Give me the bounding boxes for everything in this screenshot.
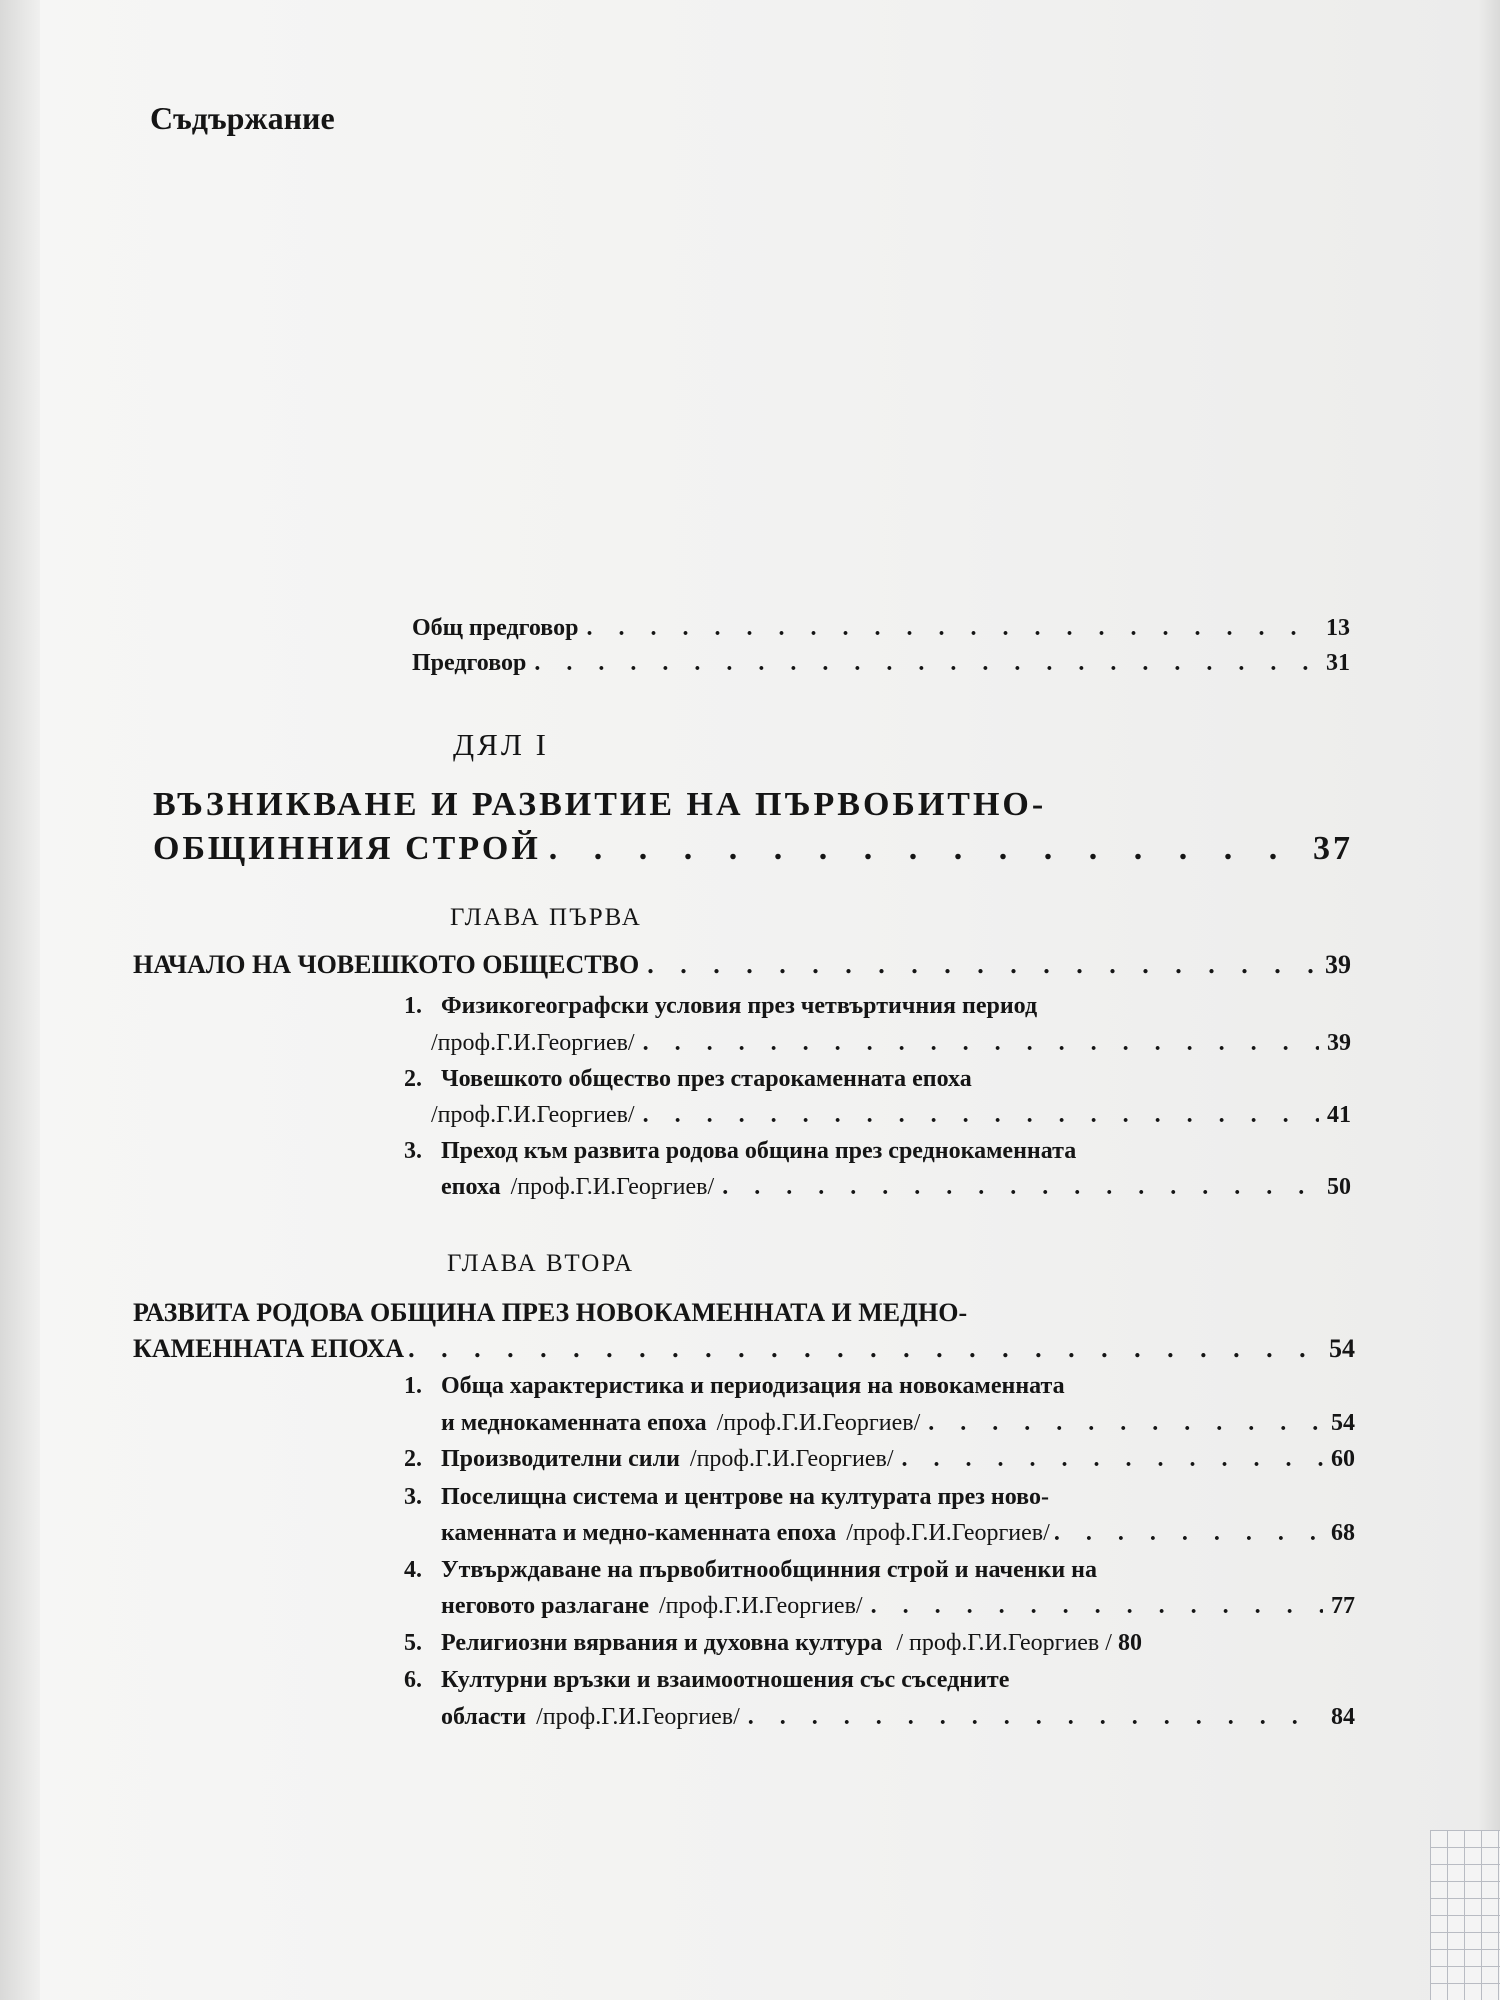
- leader-dots: [928, 1410, 1323, 1437]
- leader-dots: [549, 830, 1305, 868]
- item-number: 5.: [404, 1630, 422, 1656]
- part-title-line2: ОБЩИННИЯ СТРОЙ: [153, 830, 541, 867]
- item-author-row: [431, 1102, 1351, 1129]
- toc-entry-general-preface: [412, 615, 1350, 642]
- leader-dots: [647, 950, 1317, 980]
- leader-dots: [534, 650, 1318, 677]
- item-author: /проф.Г.И.Георгиев/: [689, 1446, 894, 1472]
- item-number: 4.: [404, 1557, 422, 1583]
- item-number: 3.: [404, 1138, 422, 1164]
- leader-dots: [748, 1704, 1323, 1731]
- chapter1-label: ГЛАВА ПЪРВА: [450, 904, 642, 931]
- item-page: 84: [1331, 1704, 1355, 1730]
- item-title: Културни връзки и взаимоотношения със съседните: [441, 1667, 1010, 1693]
- item-page: 77: [1331, 1593, 1355, 1619]
- part-title-line1: ВЪЗНИКВАНЕ И РАЗВИТИЕ НА ПЪРВОБИТНО-: [153, 786, 1047, 823]
- item-author: /проф.Г.И.Георгиев/: [536, 1704, 740, 1730]
- item-title: Производителни сили: [441, 1446, 680, 1472]
- item-author: / проф.Г.И.Георгиев /: [896, 1630, 1112, 1656]
- item-continuation-row: [441, 1520, 1355, 1547]
- page-title: Съдържание: [150, 100, 335, 136]
- item-number: 2.: [404, 1446, 422, 1472]
- item-number: 3.: [404, 1484, 422, 1510]
- leader-dots: [408, 1334, 1321, 1364]
- chapter2-label: ГЛАВА ВТОРА: [447, 1250, 635, 1277]
- page-spine-shadow: [0, 0, 40, 2000]
- leader-dots: [902, 1446, 1323, 1473]
- item-title-cont: епоха: [441, 1174, 501, 1200]
- item-title-cont: области: [441, 1704, 527, 1730]
- item-page: 68: [1331, 1520, 1355, 1546]
- item-number: 6.: [404, 1667, 422, 1693]
- item-row: [441, 1446, 1355, 1473]
- item-row: [441, 1630, 1142, 1657]
- item-title: Утвърждаване на първобитнообщинния строй и наченки на: [441, 1557, 1097, 1583]
- item-continuation-row: [441, 1704, 1355, 1731]
- item-page: 54: [1331, 1410, 1355, 1436]
- item-page: 80: [1117, 1630, 1142, 1656]
- toc-entry-page: 13: [1326, 615, 1350, 641]
- toc-entry-label: Общ предговор: [412, 615, 579, 641]
- item-author: /проф.Г.И.Георгиев/: [431, 1030, 635, 1056]
- item-author: /проф.Г.И.Георгиев/: [716, 1410, 921, 1436]
- item-number: 1.: [404, 993, 422, 1019]
- leader-dots: [1054, 1520, 1327, 1547]
- part-page: 37: [1313, 830, 1353, 867]
- toc-entry-preface: [412, 650, 1350, 677]
- item-page: 60: [1331, 1446, 1355, 1472]
- item-title-cont: неговото разлагане: [441, 1593, 649, 1619]
- chapter2-title-line1: РАЗВИТА РОДОВА ОБЩИНА ПРЕЗ НОВОКАМЕННАТА И МЕДНО-: [133, 1298, 968, 1327]
- item-title: Обща характеристика и периодизация на новокаменната: [441, 1373, 1065, 1399]
- leader-dots: [586, 615, 1318, 642]
- item-author: /проф.Г.И.Георгиев/: [431, 1102, 635, 1128]
- item-title: Физикогеографски условия през четвъртичния период: [441, 993, 1038, 1019]
- item-title: Поселищна система и центрове на културата през ново-: [441, 1484, 1049, 1510]
- item-author: /проф.Г.И.Георгиев/: [846, 1520, 1050, 1546]
- grid-paper-corner: [1430, 1830, 1500, 2000]
- page-edge-shadow: [1478, 0, 1500, 2000]
- chapter2-title-line2: КАМЕННАТА ЕПОХА: [133, 1334, 405, 1363]
- item-number: 2.: [404, 1066, 422, 1092]
- item-title-cont: и меднокаменната епоха: [441, 1410, 707, 1436]
- part-label: ДЯЛ I: [453, 727, 549, 762]
- part-title-row: [153, 830, 1353, 868]
- toc-entry-label: Предговор: [412, 650, 527, 676]
- item-title: Човешкото общество през старокаменната епоха: [441, 1066, 972, 1092]
- item-continuation-row: [441, 1593, 1355, 1620]
- toc-entry-page: 31: [1326, 650, 1350, 676]
- chapter1-page: 39: [1325, 950, 1351, 979]
- item-title: Преход към развита родова община през среднокаменната: [441, 1138, 1077, 1164]
- item-title-cont: каменната и медно-каменната епоха: [441, 1520, 837, 1546]
- item-author: /проф.Г.И.Георгиев/: [658, 1593, 863, 1619]
- item-author: /проф.Г.И.Георгиев/: [510, 1174, 715, 1200]
- item-continuation-row: [441, 1174, 1351, 1201]
- leader-dots: [722, 1174, 1319, 1201]
- leader-dots: [871, 1593, 1323, 1620]
- chapter2-page: 54: [1329, 1334, 1355, 1363]
- item-number: 1.: [404, 1373, 422, 1399]
- item-title: Религиозни вярвания и духовна култура: [441, 1630, 883, 1656]
- item-page: 39: [1327, 1030, 1351, 1056]
- item-page: 50: [1327, 1174, 1351, 1200]
- item-continuation-row: [441, 1410, 1355, 1437]
- chapter1-title: НАЧАЛО НА ЧОВЕШКОТО ОБЩЕСТВО: [133, 950, 640, 979]
- item-author-row: [431, 1030, 1351, 1057]
- item-page: 41: [1327, 1102, 1351, 1128]
- chapter1-title-row: [133, 950, 1351, 980]
- leader-dots: [643, 1030, 1319, 1057]
- chapter2-title-row: [133, 1334, 1355, 1364]
- leader-dots: [643, 1102, 1319, 1129]
